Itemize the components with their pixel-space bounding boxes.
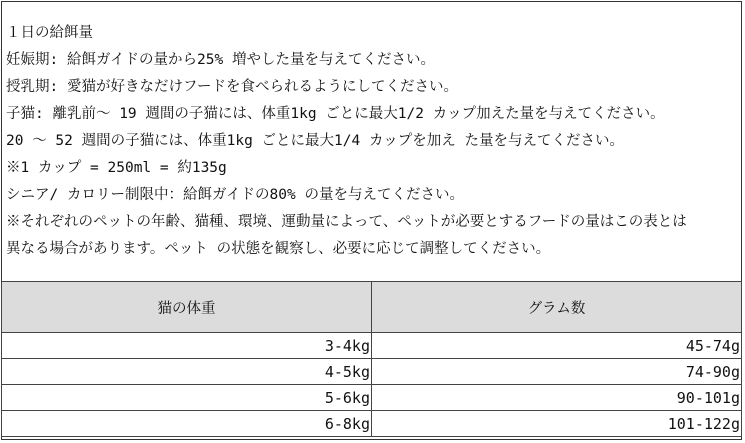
cell-weight: 3-4kg: [2, 333, 372, 359]
feeding-table: [1, 281, 742, 437]
table-row: [2, 385, 742, 411]
cell-grams: 45-74g: [372, 333, 742, 359]
note-disclaimer-1: ※それぞれのペットの年齢、猫種、環境、運動量によって、ペットが必要とするフードの量はこの表とは: [6, 214, 687, 230]
cell-grams: 90-101g: [372, 385, 742, 411]
note-nursing: 授乳期: 愛猫が好きなだけフードを食べられるようにしてください。: [6, 79, 459, 95]
table-header-row: [2, 282, 742, 333]
note-senior: シニア/ カロリー制限中：給餌ガイドの80% の量を与えてください。: [6, 187, 464, 203]
cell-grams: 101-122g: [372, 411, 742, 437]
feeding-notes: [6, 20, 736, 263]
table-row: [2, 333, 742, 359]
cell-weight: 4-5kg: [2, 359, 372, 385]
header-grams: グラム数: [372, 282, 742, 333]
note-disclaimer-2: 異なる場合があります。ペット の状態を観察し、必要に応じて調整してください。: [6, 241, 551, 257]
cell-weight: 6-8kg: [2, 411, 372, 437]
note-kitten-older: 20 〜 52 週間の子猫には、体重1kg ごとに最大1/4 カップを加え た量を与えてください。: [6, 133, 625, 149]
cell-grams: 74-90g: [372, 359, 742, 385]
section-title: １日の給餌量: [6, 25, 93, 41]
note-pregnancy: 妊娠期: 給餌ガイドの量から25% 増やした量を与えてください。: [6, 52, 435, 68]
table-row: [2, 359, 742, 385]
header-cat-weight: 猫の体重: [2, 282, 372, 333]
table-row: [2, 411, 742, 437]
note-kitten-young: 子猫: 離乳前〜 19 週間の子猫には、体重1kg ごとに最大1/2 カップ加えた量を与えてください。: [6, 106, 665, 122]
note-cup-conversion: ※1 カップ = 250ml = 約135g: [6, 160, 227, 176]
cell-weight: 5-6kg: [2, 385, 372, 411]
